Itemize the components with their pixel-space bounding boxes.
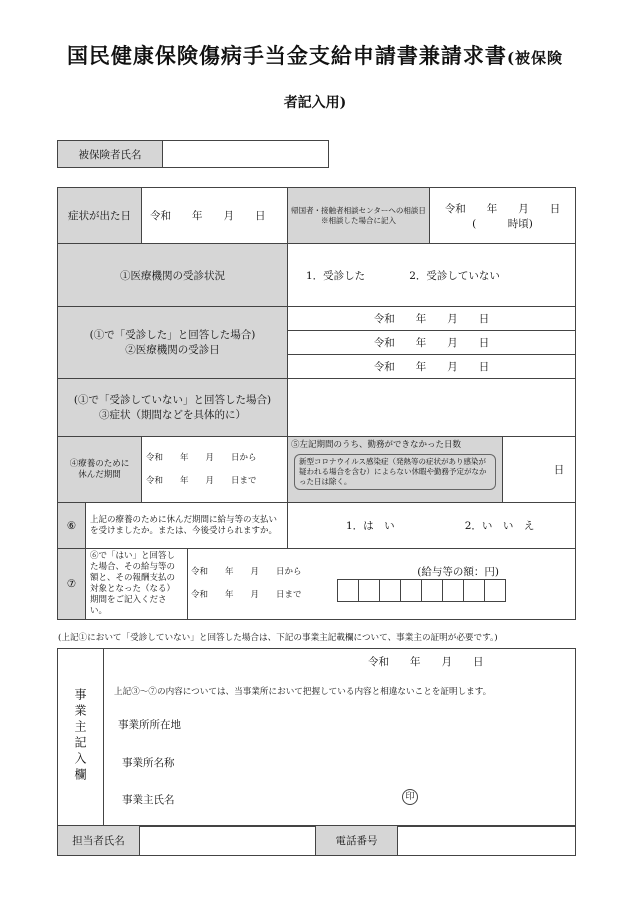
amount-digit-box[interactable] xyxy=(442,579,464,602)
employer-address-label: 事業所所在地 xyxy=(118,719,181,731)
consult-center-label: 帰国者・接触者相談センターへの相談日 ※相談した場合に記入 xyxy=(288,188,430,244)
q5-note: 新型コロナウイルス感染症（発熱等の症状があり感染が疑われる場合を含む）によらない休暇や勤務予定がなかった日は除く。 xyxy=(294,454,496,490)
q7-to-text: 令和 年 月 日まで xyxy=(191,590,302,600)
q3-label: (①で「受診していない」と回答した場合) ③症状（期間などを具体的に） xyxy=(58,379,288,437)
q4-from-text: 令和 年 月 日から xyxy=(146,452,257,463)
q1-label: ①医療機関の受診状況 xyxy=(58,244,288,307)
q7-from-text: 令和 年 月 日から xyxy=(191,567,302,577)
q4-to-text: 令和 年 月 日まで xyxy=(146,475,257,486)
q2-date-3[interactable]: 令和 年 月 日 xyxy=(288,355,576,379)
amount-digit-box[interactable] xyxy=(421,579,443,602)
q6-option-no[interactable]: 2．い い え xyxy=(464,520,535,532)
q2-label: (①で「受診した」と回答した場合) ②医療機関の受診日 xyxy=(58,307,288,379)
q4-period-field[interactable] xyxy=(142,437,288,503)
q6-number: ⑥ xyxy=(58,503,86,549)
consult-date-text: 令和 年 月 日 xyxy=(444,202,561,215)
symptom-date-field[interactable]: 令和 年 月 日 xyxy=(142,188,288,244)
q2-date-1[interactable]: 令和 年 月 日 xyxy=(288,307,576,331)
q7-amount-boxes[interactable] xyxy=(337,579,505,605)
phone-label: 電話番号 xyxy=(316,826,398,856)
employer-note: (上記①において「受診していない」と回答した場合は、下記の事業主記載欄について、事業主の証明が必要です。) xyxy=(58,633,498,643)
q6-option-yes[interactable]: 1．は い xyxy=(346,520,395,532)
main-form-table xyxy=(57,187,576,620)
employer-office-label: 事業所名称 xyxy=(122,757,175,769)
amount-digit-box[interactable] xyxy=(358,579,380,602)
phone-field[interactable] xyxy=(398,826,576,856)
q1-options xyxy=(288,244,576,307)
amount-digit-box[interactable] xyxy=(484,579,506,602)
q7-payment-field[interactable] xyxy=(188,549,576,620)
title-suffix-text: (被保険 xyxy=(506,49,564,67)
symptom-date-label: 症状が出た日 xyxy=(58,188,142,244)
contact-person-field[interactable] xyxy=(140,826,316,856)
contact-table xyxy=(57,825,576,856)
employer-date[interactable]: 令和 年 月 日 xyxy=(368,656,484,668)
employer-entry-area xyxy=(104,649,576,827)
consult-time-text: ( 時頃) xyxy=(472,217,533,230)
form-subtitle: 者記入用) xyxy=(283,95,347,111)
amount-digit-box[interactable] xyxy=(379,579,401,602)
amount-digit-box[interactable] xyxy=(400,579,422,602)
q6-options xyxy=(288,503,576,549)
q6-label: 上記の療養のために休んだ期間に給与等の支払いを受けましたか。または、今後受けられますか。 xyxy=(86,503,288,549)
q1-option-no[interactable]: 2．受診していない xyxy=(409,269,500,282)
insured-name-table xyxy=(57,140,329,168)
seal-mark: 印 xyxy=(402,789,418,805)
employer-table xyxy=(57,648,576,827)
q5-label: ⑤左記期間のうち、勤務ができなかった日数 xyxy=(291,440,462,450)
q3-symptom-field[interactable] xyxy=(288,379,576,437)
employer-side-label-cell xyxy=(58,649,104,827)
q7-amount-label: (給与等の額：円) xyxy=(417,565,499,578)
q4-label: ④療養のために 休んだ期間 xyxy=(58,437,142,503)
employer-statement: 上記③～⑦の内容については、当事業所において把握している内容と相違ないことを証明します。 xyxy=(114,687,492,697)
title-main-text: 国民健康保険傷病手当金支給申請書兼請求書 xyxy=(66,43,507,68)
insured-name-label: 被保険者氏名 xyxy=(58,141,163,168)
q2-date-2[interactable]: 令和 年 月 日 xyxy=(288,331,576,355)
q1-option-yes[interactable]: 1．受診した xyxy=(306,269,366,282)
form-title xyxy=(0,40,630,70)
q5-days-field[interactable] xyxy=(503,437,576,503)
employer-side-label: 事業主記入欄 xyxy=(73,688,87,784)
insured-name-field[interactable] xyxy=(163,141,329,168)
q5-day-unit: 日 xyxy=(553,464,565,476)
q7-label: ⑥で「はい」と回答した場合、その給与等の額と、その報酬支払の対象となった（なる）期間をご記入ください。 xyxy=(86,549,188,620)
consult-center-date-field[interactable] xyxy=(430,188,576,244)
contact-person-label: 担当者氏名 xyxy=(58,826,140,856)
amount-digit-box[interactable] xyxy=(337,579,359,602)
amount-digit-box[interactable] xyxy=(463,579,485,602)
employer-owner-label: 事業主氏名 xyxy=(122,794,175,806)
q5-label-cell xyxy=(288,437,503,503)
q7-number: ⑦ xyxy=(58,549,86,620)
